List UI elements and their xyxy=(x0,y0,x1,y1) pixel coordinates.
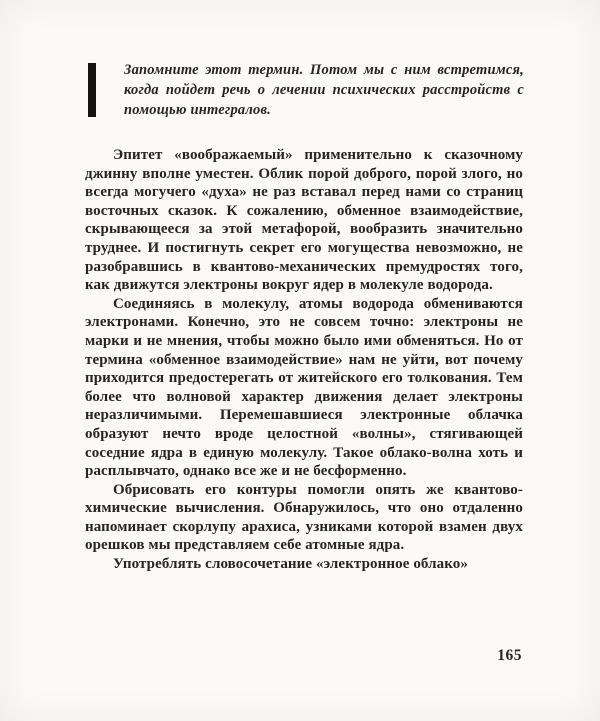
page-number: 165 xyxy=(497,647,522,664)
paragraph: Эпитет «воображаемый» применительно к сказочному джинну вполне уместен. Облик порой доброго, порой злого, но всегда могучего «духа» не раз вставал перед нами со страниц восточных сказок. К сожалению, обменное взаимодействие, скрывающееся за этой метафорой, вообразить значительно труднее. И постигнуть секрет его могущества невозможно, не разобравшись в квантово-механических премудростях того, как движутся электроны вокруг ядер в молекуле водорода. xyxy=(85,147,523,294)
paragraph: Употреблять словосочетание «электронное облако» xyxy=(113,556,469,573)
epigraph-bar xyxy=(88,63,96,117)
epigraph-text: Запомните этот термин. Потом мы с ним встретимся, когда пойдет речь о лечении психических расстройств с помощью интегралов. xyxy=(124,62,524,118)
paragraph: Обрисовать его контуры помогли опять же квантово-химические вычисления. Обнаружилось, что оно отдаленно напоминает скорлупу арахиса, узниками которой взамен двух орешков мы представляем себе атомные ядра. xyxy=(85,481,523,554)
paragraph: Соединяясь в молекулу, атомы водорода обмениваются электронами. Конечно, это не совсем точно: электроны не марки и не мнения, чтобы можно было ими обменяться. Но от термина «обменное взаимодействие» нам не уйти, вот почему приходится предостерегать от житейского его толкования. Тем более что волновой характер движения делает электроны неразличимыми. Перемешавшиеся электронные облачка образуют нечто вроде целостной «волны», стягивающей соседние ядра в единую молекулу. Такое облако-волна хоть и расплывчато, однако все же и не бесформенно. xyxy=(85,295,523,480)
body-text xyxy=(85,146,523,574)
epigraph xyxy=(88,60,524,120)
